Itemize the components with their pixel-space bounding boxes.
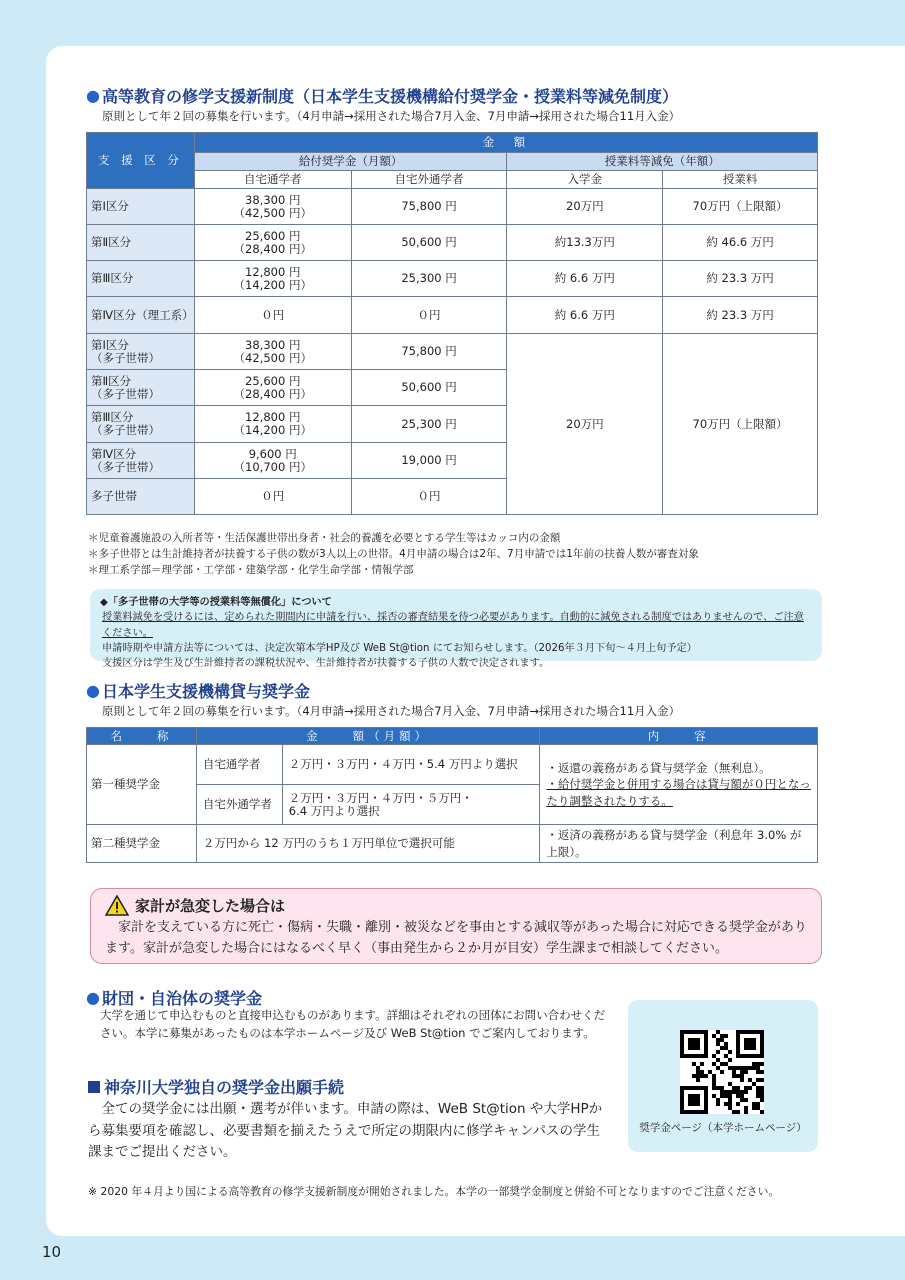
section-title-text: 日本学生支援機構貸与奨学金: [101, 682, 310, 701]
cell-fee-merged: 70万円（上限額）: [663, 334, 818, 515]
row-label: 第Ⅱ区分: [87, 225, 195, 261]
col-header-entry: 入学金: [507, 171, 663, 189]
loan-type1: 第一種奨学金: [87, 745, 197, 825]
cell-home: 25,600 円 （28,400 円）: [194, 225, 351, 261]
footnote: ＊児童養護施設の入所者等・生活保護世帯出身者・社会的養護を必要とする学生等はカッコ内の金額: [88, 532, 561, 544]
section-title-text: 高等教育の修学支援新制度（日本学生支援機構給付奨学金・授業料等減免制度）: [101, 87, 678, 106]
cell-fee: 約 23.3 万円: [663, 297, 818, 334]
section-note: 原則として年２回の募集を行います。（4月申請→採用された場合7月入金、7月申請→採用された場合11月入金）: [102, 704, 681, 718]
col-header-name: 名 称: [87, 728, 197, 745]
col-header-fee: 授業料: [663, 171, 818, 189]
section-title-own: [88, 1075, 344, 1098]
cell-entry-merged: 20万円: [507, 334, 663, 515]
section-title-loan: [86, 679, 310, 702]
info-title: ◆「多子世帯の大学等の授業料等無償化」について: [100, 597, 332, 608]
cell-entry: 約13.3万円: [507, 225, 663, 261]
cell-home: ０円: [194, 479, 351, 515]
cell-away: 75,800 円: [351, 189, 507, 225]
cell-home: 38,300 円 （42,500 円）: [194, 334, 351, 370]
emergency-body: 家計を支えている方に死亡・傷病・失職・離別・被災などを事由とする減収等があった場合に対応できる奨学金があります。家計が急変した場合にはなるべく早く（事由発生から２か月が目安）学生課まで相談してください。: [105, 920, 807, 956]
row-label: 第Ⅰ区分 （多子世帯）: [87, 334, 195, 370]
cell-away: ０円: [351, 479, 507, 515]
col-header-amount: 金 額: [194, 133, 817, 153]
row-label: 第Ⅰ区分: [87, 189, 195, 225]
info-line: 申請時期や申請方法等については、決定次第本学HP及び WeB St@tion にてお知らせします。（2026年３月下旬～４月上旬予定）: [102, 642, 697, 654]
cell-away: 50,600 円: [351, 370, 507, 406]
table-row: [87, 225, 818, 261]
foundation-body: 大学を通じて申込むものと直接申込むものがあります。詳細はそれぞれの団体にお問い合わせください。本学に募集があったものは本学ホームページ及び WeB St@tion でご案内しております。: [100, 1008, 606, 1041]
col-header-content: 内 容: [540, 728, 818, 745]
bullet-icon: ●: [86, 681, 100, 700]
table-row: [87, 189, 818, 225]
cell-fee: 約 46.6 万円: [663, 225, 818, 261]
loan-table: [86, 727, 818, 863]
page-number: 10: [42, 1243, 62, 1261]
section-title-text: 神奈川大学独自の奨学金出願手続: [104, 1078, 345, 1097]
col-header-tuition: 授業料等減免（年額）: [507, 153, 818, 171]
cell-away: 75,800 円: [351, 334, 507, 370]
section-note: 原則として年２回の募集を行います。（4月申請→採用された場合7月入金、7月申請→採用された場合11月入金）: [102, 109, 681, 123]
loan-type2-amount: ２万円から 12 万円のうち１万円単位で選択可能: [196, 825, 539, 863]
section-title-text: 財団・自治体の奨学金: [101, 989, 262, 1008]
footnote: ＊理工系学部＝理学部・工学部・建築学部・化学生命学部・情報学部: [88, 564, 414, 576]
qr-caption: 奨学金ページ（本学ホームページ）: [639, 1122, 807, 1134]
bottom-note: ※ 2020 年４月より国による高等教育の修学支援新制度が開始されました。本学の一部奨学金制度と併給不可となりますのでご注意ください。: [88, 1185, 780, 1198]
loan-away-amount: ２万円・３万円・４万円・５万円・ 6.4 万円より選択: [282, 785, 540, 825]
row-label: 多子世帯: [87, 479, 195, 515]
cell-entry: 約 6.6 万円: [507, 261, 663, 297]
cell-away: 50,600 円: [351, 225, 507, 261]
qr-code-icon[interactable]: [680, 1030, 764, 1114]
cell-fee: 約 23.3 万円: [663, 261, 818, 297]
col-header-home: 自宅通学者: [194, 171, 351, 189]
cell-fee: 70万円（上限額）: [663, 189, 818, 225]
footnote: ＊多子世帯とは生計維持者が扶養する子供の数が3人以上の世帯。4月申請の場合は2年、7月申請では1年前の扶養人数が審査対象: [88, 548, 699, 560]
support-table: [86, 132, 818, 515]
cell-home: 12,800 円 （14,200 円）: [194, 261, 351, 297]
loan-type1-content: ・返還の義務がある貸与奨学金（無利息）。: [546, 761, 771, 776]
cell-home: 12,800 円 （14,200 円）: [194, 406, 351, 443]
row-label: 第Ⅲ区分 （多子世帯）: [87, 406, 195, 443]
multi-child-info-box: [90, 589, 822, 670]
col-header-category: 支 援 区 分: [87, 133, 195, 189]
row-label: 第Ⅳ区分 （多子世帯）: [87, 443, 195, 479]
table-row: [87, 261, 818, 297]
table-row: [87, 334, 818, 370]
emergency-box: [90, 888, 822, 964]
info-line: 支援区分は学生及び生計維持者の課税状況や、生計維持者が扶養する子供の人数で決定されます。: [102, 658, 550, 670]
cell-away: 19,000 円: [351, 443, 507, 479]
bullet-icon: ●: [86, 988, 100, 1007]
square-icon: [88, 1081, 100, 1093]
row-label: 第Ⅳ区分（理工系）: [87, 297, 195, 334]
cell-entry: 約 6.6 万円: [507, 297, 663, 334]
own-body: 全ての奨学金には出願・選考が伴います。申請の際は、WeB St@tion や大学HPから募集要項を確認し、必要書類を揃えたうえで所定の期限内に修学キャンパスの学生課までご提出ください。: [88, 1101, 603, 1161]
cell-home: 38,300 円 （42,500 円）: [194, 189, 351, 225]
row-label: 第Ⅲ区分: [87, 261, 195, 297]
loan-home-label: 自宅通学者: [196, 745, 282, 785]
loan-type1-content: ・給付奨学金と併用する場合は貸与額が０円となったり調整されたりする。: [546, 777, 811, 808]
loan-type2-content: ・返済の義務がある貸与奨学金（利息年 3.0% が上限）。: [540, 825, 818, 863]
section-title-support: [86, 84, 678, 107]
bullet-icon: ●: [86, 86, 100, 105]
qr-box: [628, 1000, 818, 1152]
col-header-grant: 給付奨学金（月額）: [194, 153, 507, 171]
cell-entry: 20万円: [507, 189, 663, 225]
col-header-amount: 金 額（月額）: [196, 728, 539, 745]
loan-type2: 第二種奨学金: [87, 825, 197, 863]
warning-icon: [105, 895, 129, 916]
cell-home: 25,600 円 （28,400 円）: [194, 370, 351, 406]
loan-home-amount: ２万円・３万円・４万円・5.4 万円より選択: [282, 745, 540, 785]
loan-away-label: 自宅外通学者: [196, 785, 282, 825]
emergency-title: 家計が急変した場合は: [135, 897, 286, 915]
col-header-away: 自宅外通学者: [351, 171, 507, 189]
info-line: 授業料減免を受けるには、定められた期間内に申請を行い、採否の審査結果を待つ必要があります。自動的に減免される制度ではありませんので、ご注意ください。: [102, 612, 804, 639]
cell-away: 25,300 円: [351, 261, 507, 297]
row-label: 第Ⅱ区分 （多子世帯）: [87, 370, 195, 406]
table-row: [87, 297, 818, 334]
cell-away: 25,300 円: [351, 406, 507, 443]
cell-away: ０円: [351, 297, 507, 334]
cell-home: ０円: [194, 297, 351, 334]
cell-home: 9,600 円 （10,700 円）: [194, 443, 351, 479]
